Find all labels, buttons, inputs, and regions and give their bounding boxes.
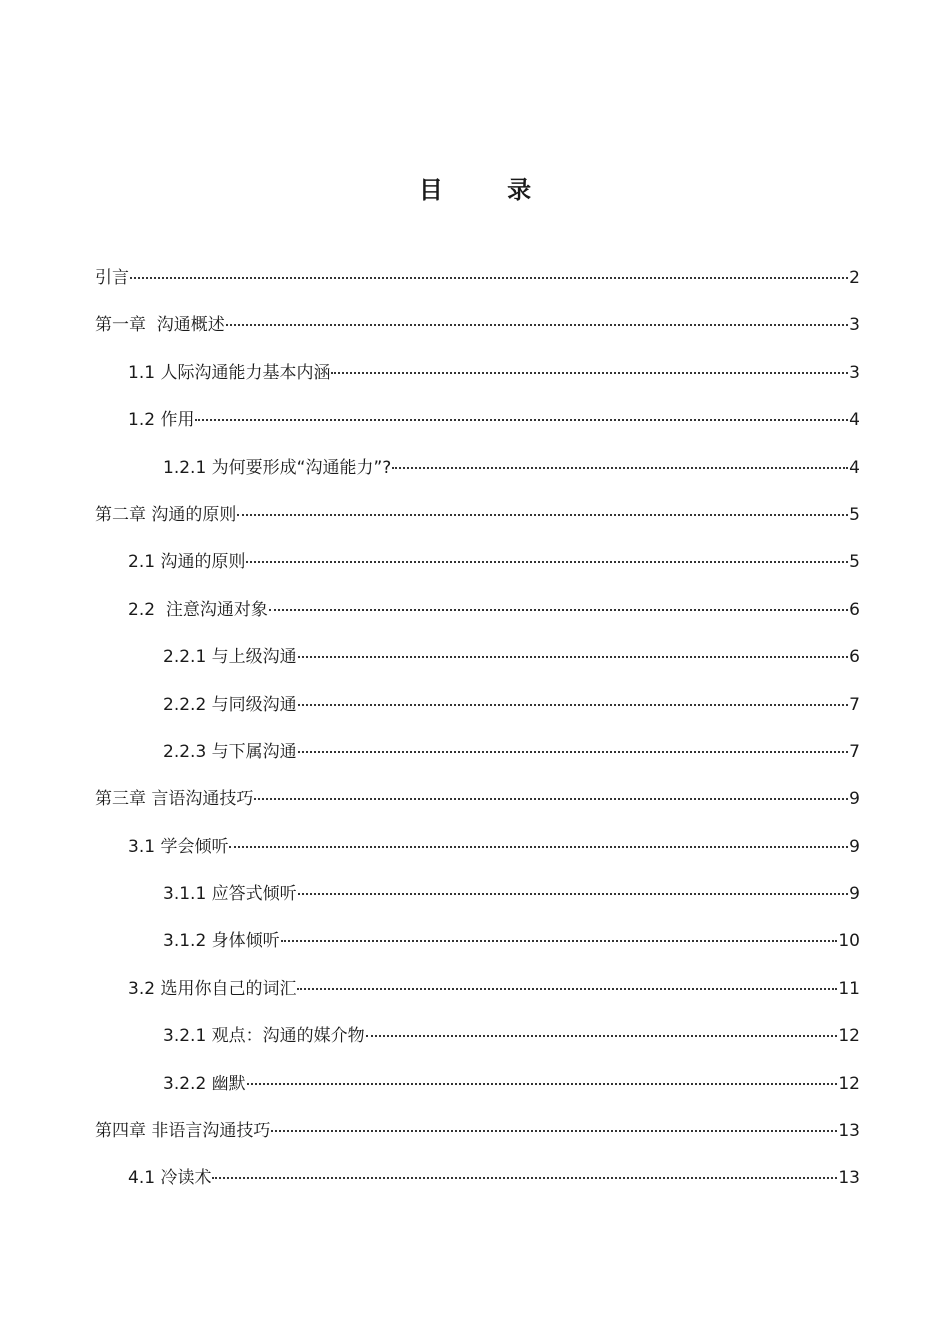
- toc-entry-page: 4: [849, 410, 860, 431]
- toc-entry-page: 6: [849, 647, 860, 668]
- toc-entry[interactable]: [95, 1018, 860, 1065]
- toc-entry-label: 3.1.2 身体倾听: [163, 931, 280, 952]
- toc-dot-leader: [130, 277, 848, 279]
- toc-entry-label: 3.2.1 观点：沟通的媒介物: [163, 1026, 365, 1047]
- toc-dot-leader: [247, 1083, 838, 1085]
- toc-dot-leader: [254, 798, 848, 800]
- toc-dot-leader: [269, 609, 848, 611]
- toc-entry-page: 13: [838, 1168, 860, 1189]
- toc-entry[interactable]: [95, 639, 860, 686]
- toc-entry-page: 11: [838, 978, 860, 999]
- toc-entry-label: 1.2 作用: [128, 410, 195, 431]
- toc-entry[interactable]: [95, 1066, 860, 1113]
- toc-entry-label: 1.2.1 为何要形成“沟通能力”?: [163, 457, 392, 478]
- toc-dot-leader: [297, 988, 837, 990]
- toc-entry[interactable]: [95, 450, 860, 497]
- toc-dot-leader: [229, 846, 848, 848]
- toc-entry[interactable]: [95, 781, 860, 828]
- toc-entry-page: 9: [849, 789, 860, 810]
- toc-entry-label: 2.2.2 与同级沟通: [163, 694, 297, 715]
- toc-dot-leader: [271, 1130, 837, 1132]
- toc-entry-label: 引言: [95, 268, 129, 288]
- toc-entry-label: 3.2 选用你自己的词汇: [128, 978, 297, 999]
- toc-dot-leader: [246, 561, 848, 563]
- toc-dot-leader: [195, 419, 848, 421]
- toc-dot-leader: [298, 893, 849, 895]
- toc-entry-page: 3: [849, 362, 860, 383]
- toc-entry[interactable]: [95, 307, 860, 354]
- toc-dot-leader: [226, 324, 848, 326]
- toc-dot-leader: [331, 372, 848, 374]
- toc-entry-label: 2.2 注意沟通对象: [128, 599, 268, 620]
- toc-entry-page: 5: [849, 552, 860, 573]
- toc-entry-page: 9: [849, 836, 860, 857]
- toc-entry-label: 2.2.1 与上级沟通: [163, 647, 297, 668]
- toc-entry-page: 5: [849, 504, 860, 525]
- toc-entry-label: 第一章 沟通概述: [95, 315, 225, 336]
- toc-entry-label: 第四章 非语言沟通技巧: [95, 1121, 271, 1142]
- toc-entry[interactable]: [95, 687, 860, 734]
- toc-entry-page: 3: [849, 315, 860, 336]
- toc-entry-page: 10: [838, 931, 860, 952]
- toc-entry-label: 第二章 沟通的原则: [95, 504, 237, 525]
- toc-entry-label: 2.1 沟通的原则: [128, 552, 246, 573]
- toc-entry-label: 1.1 人际沟通能力基本内涵: [128, 362, 331, 383]
- toc-entry-page: 12: [838, 1073, 860, 1094]
- toc-entry-page: 9: [849, 884, 860, 905]
- toc-entry[interactable]: [95, 829, 860, 876]
- toc-entry-label: 第三章 言语沟通技巧: [95, 789, 254, 810]
- toc-entry-page: 7: [849, 741, 860, 762]
- toc-entry[interactable]: [95, 497, 860, 544]
- toc-entry-page: 12: [838, 1026, 860, 1047]
- toc-entry-label: 3.2.2 幽默: [163, 1073, 246, 1094]
- toc-entry[interactable]: [95, 734, 860, 781]
- toc-entry[interactable]: [95, 592, 860, 639]
- toc-list: [95, 260, 860, 1208]
- toc-entry-page: 2: [849, 268, 860, 288]
- toc-dot-leader: [212, 1177, 837, 1179]
- toc-title: 目 录: [418, 176, 560, 204]
- toc-entry[interactable]: [95, 1113, 860, 1160]
- toc-entry-label: 3.1.1 应答式倾听: [163, 884, 297, 905]
- toc-entry[interactable]: [95, 544, 860, 591]
- toc-dot-leader: [298, 704, 849, 706]
- toc-entry-label: 2.2.3 与下属沟通: [163, 741, 297, 762]
- toc-entry-page: 13: [838, 1121, 860, 1142]
- toc-entry-label: 3.1 学会倾听: [128, 836, 229, 857]
- toc-dot-leader: [237, 514, 848, 516]
- toc-entry-page: 6: [849, 599, 860, 620]
- toc-entry[interactable]: [95, 971, 860, 1018]
- toc-dot-leader: [392, 467, 848, 469]
- toc-entry-page: 7: [849, 694, 860, 715]
- toc-dot-leader: [366, 1035, 838, 1037]
- toc-entry[interactable]: [95, 402, 860, 449]
- toc-dot-leader: [298, 656, 849, 658]
- toc-entry-label: 4.1 冷读术: [128, 1168, 212, 1189]
- toc-entry[interactable]: [95, 876, 860, 923]
- toc-dot-leader: [298, 751, 849, 753]
- toc-dot-leader: [281, 940, 838, 942]
- toc-entry[interactable]: [95, 355, 860, 402]
- toc-entry[interactable]: [95, 1160, 860, 1207]
- toc-entry-page: 4: [849, 457, 860, 478]
- toc-entry[interactable]: [95, 923, 860, 970]
- toc-entry[interactable]: [95, 260, 860, 307]
